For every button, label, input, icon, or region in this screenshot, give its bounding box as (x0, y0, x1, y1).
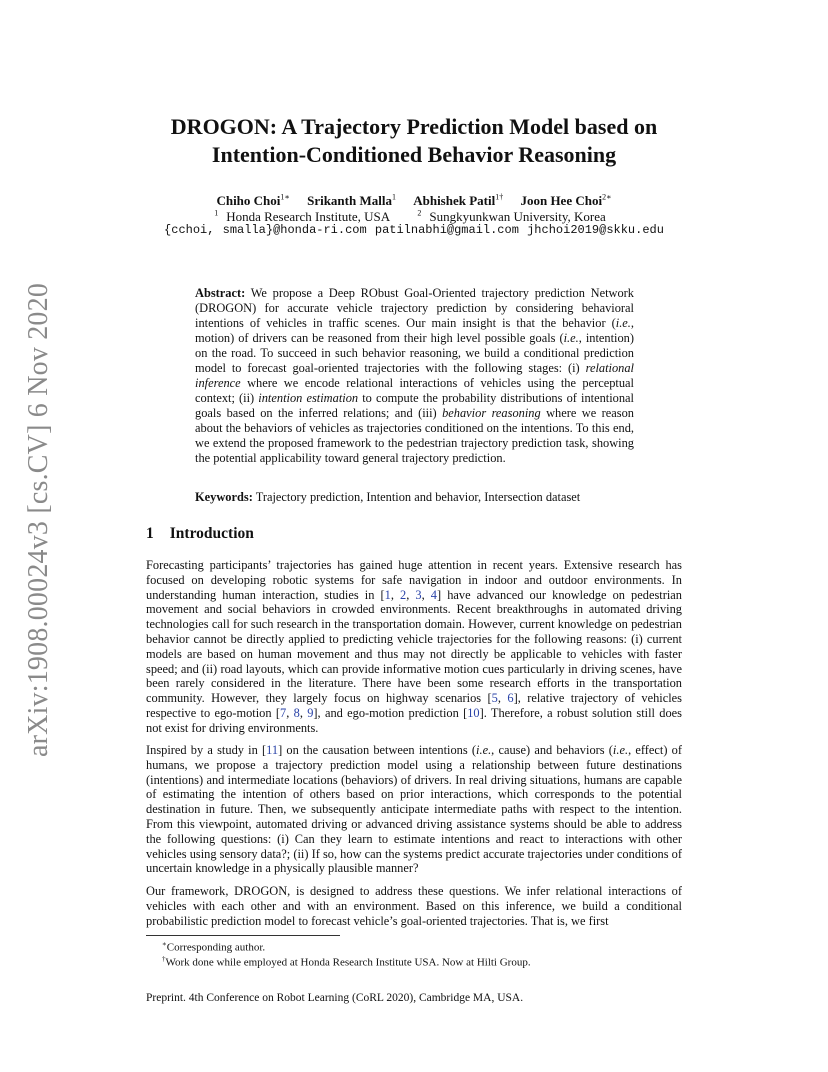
citation-link[interactable]: 2 (400, 587, 407, 602)
citation-link[interactable]: 3 (415, 587, 422, 602)
intro-paragraph-3: Our framework, DROGON, is designed to address these questions. We infer relational interactions of vehicles with each other and with an environment. Based on this inference, we build a conditional probabilistic prediction model to forecast vehicle’s goal-oriented trajectories. That is, we first (146, 884, 682, 928)
citation-link[interactable]: 8 (293, 705, 300, 720)
author-emails: {cchoi, smalla}@honda-ri.com patilnabhi@gmail.com jhchoi2019@skku.edu (164, 223, 664, 237)
citation-link[interactable]: 5 (491, 691, 498, 706)
abstract-label: Abstract: (195, 286, 246, 300)
citation-link[interactable]: 9 (307, 705, 314, 720)
author: Joon Hee Choi$^{2∗}$ (520, 193, 612, 209)
footnote-divider (146, 935, 340, 936)
affiliation: $^1$ Honda Research Institute, USA (214, 209, 391, 225)
keywords: Keywords: Trajectory prediction, Intention and behavior, Intersection dataset (195, 490, 581, 504)
keywords-label: Keywords: (195, 490, 253, 504)
citation-link[interactable]: 4 (430, 587, 437, 602)
citation-link[interactable]: 11 (266, 743, 279, 757)
title-line-1: DROGON: A Trajectory Prediction Model based on (170, 114, 658, 139)
citation-link[interactable]: 1 (384, 587, 391, 602)
section-heading-introduction: 1 Introduction (146, 525, 254, 542)
author: Srikanth Malla$^1$ (307, 193, 396, 209)
abstract: Abstract: We propose a Deep RObust Goal-Oriented trajectory prediction Network (DROGON) for accurate vehicle trajectory prediction by considering behavioral intentions of vehicles in traffic scenes. Our main insight is that the behavior (i.e., motion) of drivers can be reasoned from their high level possible goals (i.e., intention) on the road. To succeed in such behavior reasoning, we build a conditional prediction model to forecast goal-oriented trajectories with the following stages: (i) relational inference where we encode relational interactions of vehicles using the perceptual context; (ii) intention estimation to compute the probability distributions of intentional goals based on the inferred relations; and (iii) behavior reasoning where we reason about the behaviors of vehicles as trajectories conditioned on the intentions. To this end, we extend the proposed framework to the pedestrian trajectory prediction task, showing the potential applicability toward general trajectory prediction. (195, 286, 635, 465)
citation-link[interactable]: 6 (507, 691, 514, 706)
citation-link[interactable]: 10 (467, 705, 480, 720)
intro-paragraph-1: Forecasting participants’ trajectories has gained huge attention in recent years. Extensive research has focused on developing robotic systems for safe navigation in indoor and outdoor environments. In understanding human interaction, studies in [1, 2, 3, 4] have advanced our knowledge on pedestrian movement and social behaviors in crowded environments. Recent breakthroughs in automated driving technologies call for such research in the transportation domain. However, current knowledge on pedestrian behavior cannot be directly applied to predicting vehicle trajectories for the following reasons: (i) current models are based on human movement and thus may not directly be applicable to vehicles with faster speed; and (ii) road layouts, which can provide informative motion cues particularly in driving scenes, have been rarely considered in the literature. There have been some research efforts in the transportation community. However, they largely focus on highway scenarios [5, 6], relative trajectory of vehicles respective to ego-motion [7, 8, 9], and ego-motion prediction [10]. Therefore, a robust solution still does not exist for driving environments. (146, 558, 683, 735)
arxiv-identifier-stamp: arXiv:1908.00024v3 [cs.CV] 6 Nov 2020 (23, 282, 54, 758)
preprint-notice: Preprint. 4th Conference on Robot Learning (CoRL 2020), Cambridge MA, USA. (146, 992, 524, 1004)
citation-link[interactable]: 7 (280, 705, 287, 720)
footnote: ∗Corresponding author. (162, 940, 266, 954)
affiliation: $^2$ Sungkyunkwan University, Korea (417, 209, 606, 225)
title-line-2: Intention-Conditioned Behavior Reasoning (211, 142, 617, 167)
author: Abhishek Patil$^{1\dagger}$ (413, 193, 504, 209)
footnote: †Work done while employed at Honda Research Institute USA. Now at Hilti Group. (162, 955, 531, 969)
intro-paragraph-2: Inspired by a study in [11] on the causation between intentions (i.e., cause) and behaviors (i.e., effect) of humans, we propose a trajectory prediction model using a relationship between future destinations (intentions) and intermediate locations (behaviors) of drivers. In real driving situations, humans are capable of estimating the intention of others based on prior interactions, which corresponds to the potential destination in future. Then, we subsequently anticipate intermediate paths with respect to the intention. From this viewpoint, automated driving or advanced driving assistance systems should be able to address the following questions: (i) Can they learn to estimate intentions and react to interactions with other vehicles using sensory data?; (ii) If so, how can the systems predict accurate trajectories under conditions of uncertain knowledge in a physically plausible manner? (146, 743, 682, 876)
paper-title (120, 113, 708, 169)
author: Chiho Choi$^{1∗}$ (216, 193, 290, 209)
